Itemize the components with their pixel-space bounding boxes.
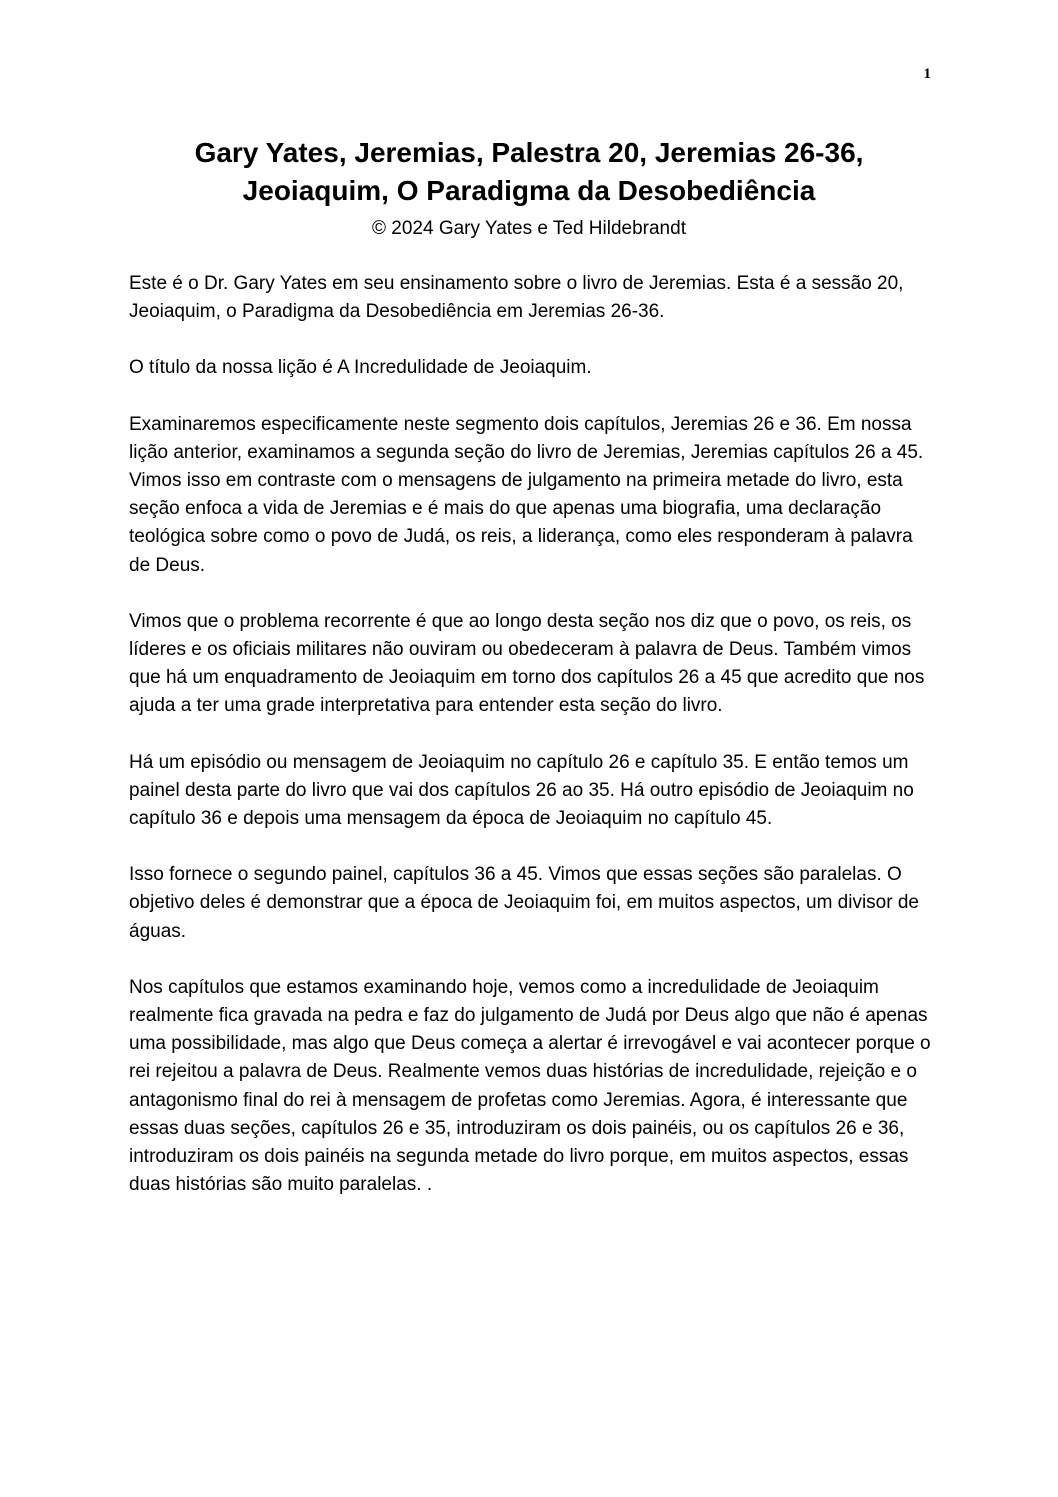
paragraph-7: Nos capítulos que estamos examinando hoje, vemos como a incredulidade de Jeoiaquim realmente fica gravada na pedra e faz do julgamento de Judá por Deus algo que não é apenas uma possibilidade, mas algo que Deus começa a alertar é irrevogável e vai acontecer porque o rei rejeitou a palavra de Deus. Realmente vemos duas histórias de incredulidade, rejeição e o antagonismo final do rei à mensagem de profetas como Jeremias. Agora, é interessante que essas duas seções, capítulos 26 e 35, introduziram os dois painéis, ou os capítulos 26 e 36, introduziram os dois painéis na segunda metade do livro porque, em muitos aspectos, essas duas histórias são muito paralelas. . bbox=[129, 976, 931, 1196]
document-body bbox=[129, 270, 931, 1227]
title-line-1: Gary Yates, Jeremias, Palestra 20, Jeremias 26-36, bbox=[194, 137, 864, 168]
document-title bbox=[0, 134, 1058, 210]
title-line-2: Jeoiaquim, O Paradigma da Desobediência bbox=[242, 175, 816, 206]
paragraph-6: Isso fornece o segundo painel, capítulos 36 a 45. Vimos que essas seções são paralelas. O objetivo deles é demonstrar que a época de Jeoiaquim foi, em muitos aspectos, um divisor de águas. bbox=[129, 864, 919, 942]
page-number: 1 bbox=[923, 66, 931, 82]
paragraph-4: Vimos que o problema recorrente é que ao longo desta seção nos diz que o povo, os reis, os líderes e os oficiais militares não ouviram ou obedeceram à palavra de Deus. Também vimos que há um enquadramento de Jeoiaquim em torno dos capítulos 26 a 45 que acredito que nos ajuda a ter uma grade interpretativa para entender esta seção do livro. bbox=[129, 610, 925, 717]
copyright-line: © 2024 Gary Yates e Ted Hildebrandt bbox=[372, 218, 686, 239]
paragraph-3: Examinaremos especificamente neste segmento dois capítulos, Jeremias 26 e 36. Em nossa lição anterior, examinamos a segunda seção do livro de Jeremias, Jeremias capítulos 26 a 45. Vimos isso em contraste com o mensagens de julgamento na primeira metade do livro, esta seção enfoca a vida de Jeremias e é mais do que apenas uma biografia, uma declaração teológica sobre como o povo de Judá, os reis, a liderança, como eles responderam à palavra de Deus. bbox=[129, 413, 924, 576]
paragraph-2: O título da nossa lição é A Incredulidade de Jeoiaquim. bbox=[129, 357, 592, 379]
paragraph-1: Este é o Dr. Gary Yates em seu ensinamento sobre o livro de Jeremias. Esta é a sessão 20, Jeoiaquim, o Paradigma da Desobediência em Jeremias 26-36. bbox=[129, 273, 904, 323]
paragraph-5: Há um episódio ou mensagem de Jeoiaquim no capítulo 26 e capítulo 35. E então temos um painel desta parte do livro que vai dos capítulos 26 ao 35. Há outro episódio de Jeoiaquim no capítulo 36 e depois uma mensagem da época de Jeoiaquim no capítulo 45. bbox=[129, 751, 914, 830]
